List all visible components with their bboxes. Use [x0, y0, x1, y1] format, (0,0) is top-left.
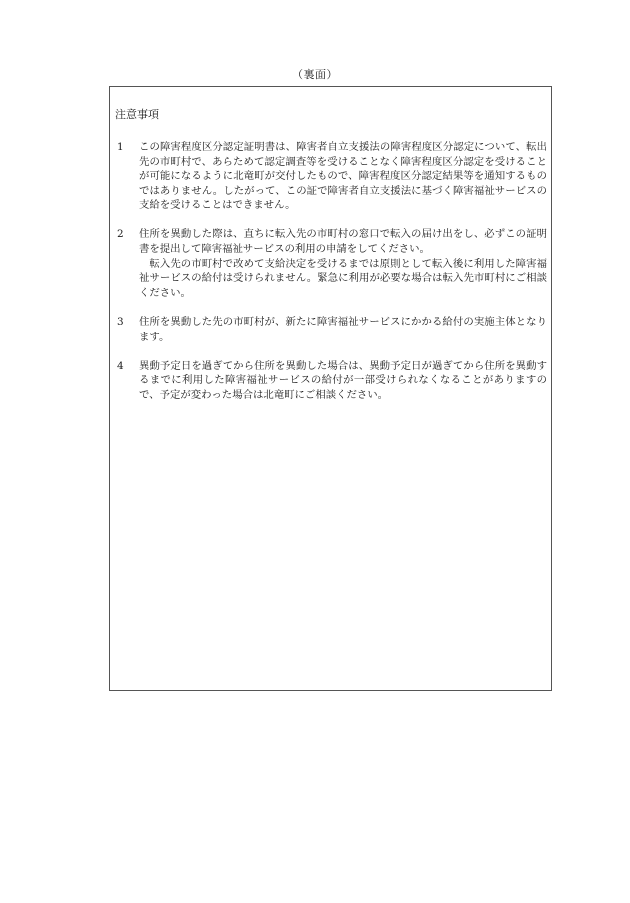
page-label: （裏面）: [292, 68, 338, 81]
notes-list: [115, 140, 547, 417]
notes-heading: 注意事項: [115, 108, 159, 121]
note-number: 4: [117, 359, 124, 372]
note-body: [139, 315, 547, 344]
note-body: [139, 140, 547, 213]
note-number: 1: [117, 141, 124, 153]
note-item: [115, 227, 547, 300]
note-body: [139, 227, 547, 300]
note-number: 3: [117, 315, 124, 328]
note-paragraph: 住所を異動した際は、直ちに転入先の市町村の窓口で転入の届け出をし、必ずこの証明書を提出して障害福祉サービスの利用の申請をしてください。: [139, 228, 547, 256]
note-paragraph: 異動予定日を過ぎてから住所を異動した場合は、異動予定日が過ぎてから住所を異動するまでに利用した障害福祉サービスの給付が一部受けられなくなることがありますので、予定が変わった場合は北竜町にご相談ください。: [139, 359, 547, 401]
note-body: [139, 359, 547, 403]
note-item: [115, 315, 547, 344]
note-paragraph: この障害程度区分認定証明書は、障害者自立支援法の障害程度区分認定について、転出先の市町村で、あらためて認定調査等を受けることなく障害程度区分認定を受けることが可能になるように北竜町が交付したもので、障害程度区分認定結果等を通知するものではありません。したがって、この証で障害者自立支援法に基づく障害福祉サービスの支給を受けることはできません。: [139, 141, 547, 212]
note-number: 2: [117, 228, 124, 241]
note-item: [115, 140, 547, 213]
note-item: [115, 359, 547, 403]
note-paragraph: 住所を異動した先の市町村が、新たに障害福祉サービスにかかる給付の実施主体となります。: [139, 315, 547, 343]
note-paragraph: 転入先の市町村で改めて支給決定を受けるまでは原則として転入後に利用した障害福祉サービスの給付は受けられません。緊急に利用が必要な場合は転入先市町村にご相談ください。: [139, 257, 547, 299]
